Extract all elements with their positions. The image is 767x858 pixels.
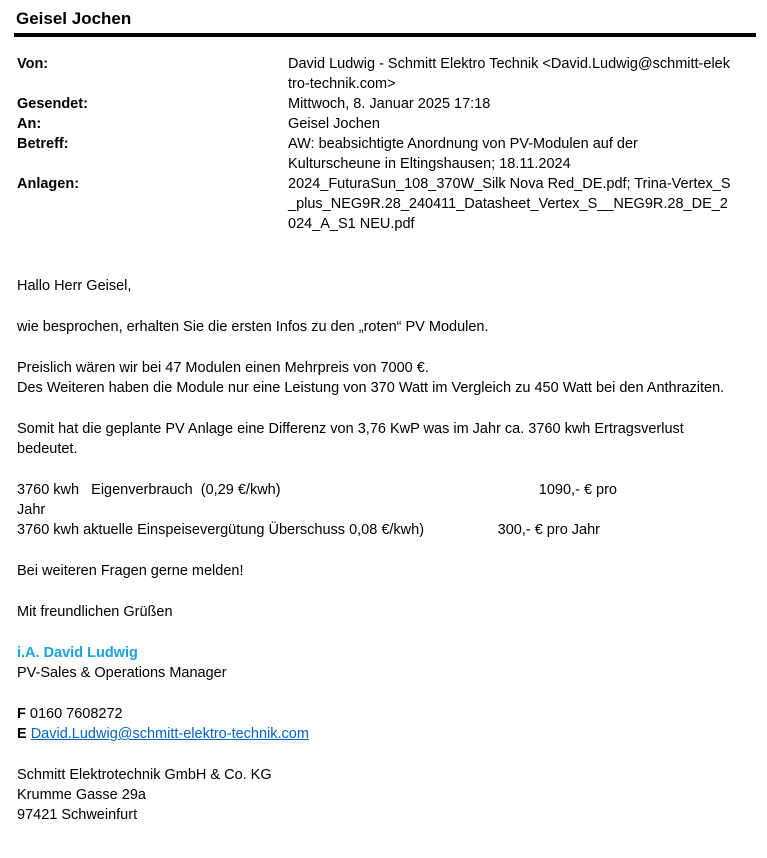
signature-phone (17, 704, 737, 724)
cost-row1-wrap: Jahr (17, 502, 46, 518)
cost-row1-label: 3760 kwh Eigenverbrauch (0,29 €/kwh) (17, 482, 281, 498)
cost-row1-amount: 1090,- € pro (538, 482, 617, 498)
subject-label: Betreff: (17, 136, 69, 152)
subject-row (0, 134, 767, 174)
closing-line: Mit freundlichen Grüßen (17, 604, 173, 620)
header-divider (14, 33, 756, 37)
phone-label: F (17, 706, 26, 722)
email-link[interactable]: David.Ludwig@schmitt-elektro-technik.com (30, 726, 309, 742)
cost-row2-amount: 300,- € pro Jahr (497, 522, 600, 538)
attachments-label: Anlagen: (17, 176, 80, 192)
to-label: An: (17, 116, 42, 132)
attachments-row (0, 174, 767, 234)
signature-email (17, 724, 737, 744)
signature-block (17, 643, 737, 825)
from-label: Von: (17, 56, 49, 72)
cost-table (17, 480, 737, 540)
from-value: David Ludwig - Schmitt Elektro Technik <David.Ludwig@schmitt-elektro-technik.com> (288, 56, 730, 92)
company-name: Schmitt Elektrotechnik GmbH & Co. KG (17, 767, 272, 783)
to-row (0, 114, 767, 134)
company-street: Krumme Gasse 29a (17, 787, 146, 803)
phone-number: 0160 7608272 (29, 706, 123, 722)
to-value: Geisel Jochen (288, 116, 380, 132)
subject-value: AW: beabsichtigte Anordnung von PV-Modulen auf der Kulturscheune in Eltingshausen; 18.11.2024 (288, 136, 638, 172)
cost-row-self-consumption (17, 480, 617, 500)
greeting: Hallo Herr Geisel, (17, 278, 132, 294)
email-body (17, 276, 737, 825)
power-line: Des Weiteren haben die Module nur eine Leistung von 370 Watt im Vergleich zu 450 Watt bei den Anthraziten. (17, 380, 725, 396)
price-line: Preislich wären wir bei 47 Modulen einen Mehrpreis von 7000 €. (17, 360, 429, 376)
attachments-value[interactable]: 2024_FuturaSun_108_370W_Silk Nova Red_DE.pdf; Trina-Vertex_S_plus_NEG9R.28_240411_Datasheet_Vertex_S__NEG9R.28_DE_2024_A_S1 NEU.pdf (288, 176, 731, 232)
cost-row-feed-in (17, 520, 600, 540)
intro-paragraph: wie besprochen, erhalten Sie die ersten Infos zu den „roten“ PV Modulen. (17, 319, 489, 335)
signature-name: i.A. David Ludwig (17, 645, 138, 661)
difference-paragraph: Somit hat die geplante PV Anlage eine Differenz von 3,76 KwP was im Jahr ca. 3760 kwh Ertragsverlust bedeutet. (17, 421, 684, 457)
sent-value: Mittwoch, 8. Januar 2025 17:18 (288, 96, 491, 112)
email-header (0, 54, 767, 234)
sent-label: Gesendet: (17, 96, 88, 112)
mailbox-owner-title: Geisel Jochen (16, 9, 132, 28)
signature-role: PV-Sales & Operations Manager (17, 665, 227, 681)
from-row (0, 54, 767, 94)
questions-line: Bei weiteren Fragen gerne melden! (17, 563, 244, 579)
company-city: 97421 Schweinfurt (17, 807, 138, 823)
email-label: E (17, 726, 27, 742)
sent-row (0, 94, 767, 114)
cost-row2-label: 3760 kwh aktuelle Einspeisevergütung Überschuss 0,08 €/kwh) (17, 522, 425, 538)
